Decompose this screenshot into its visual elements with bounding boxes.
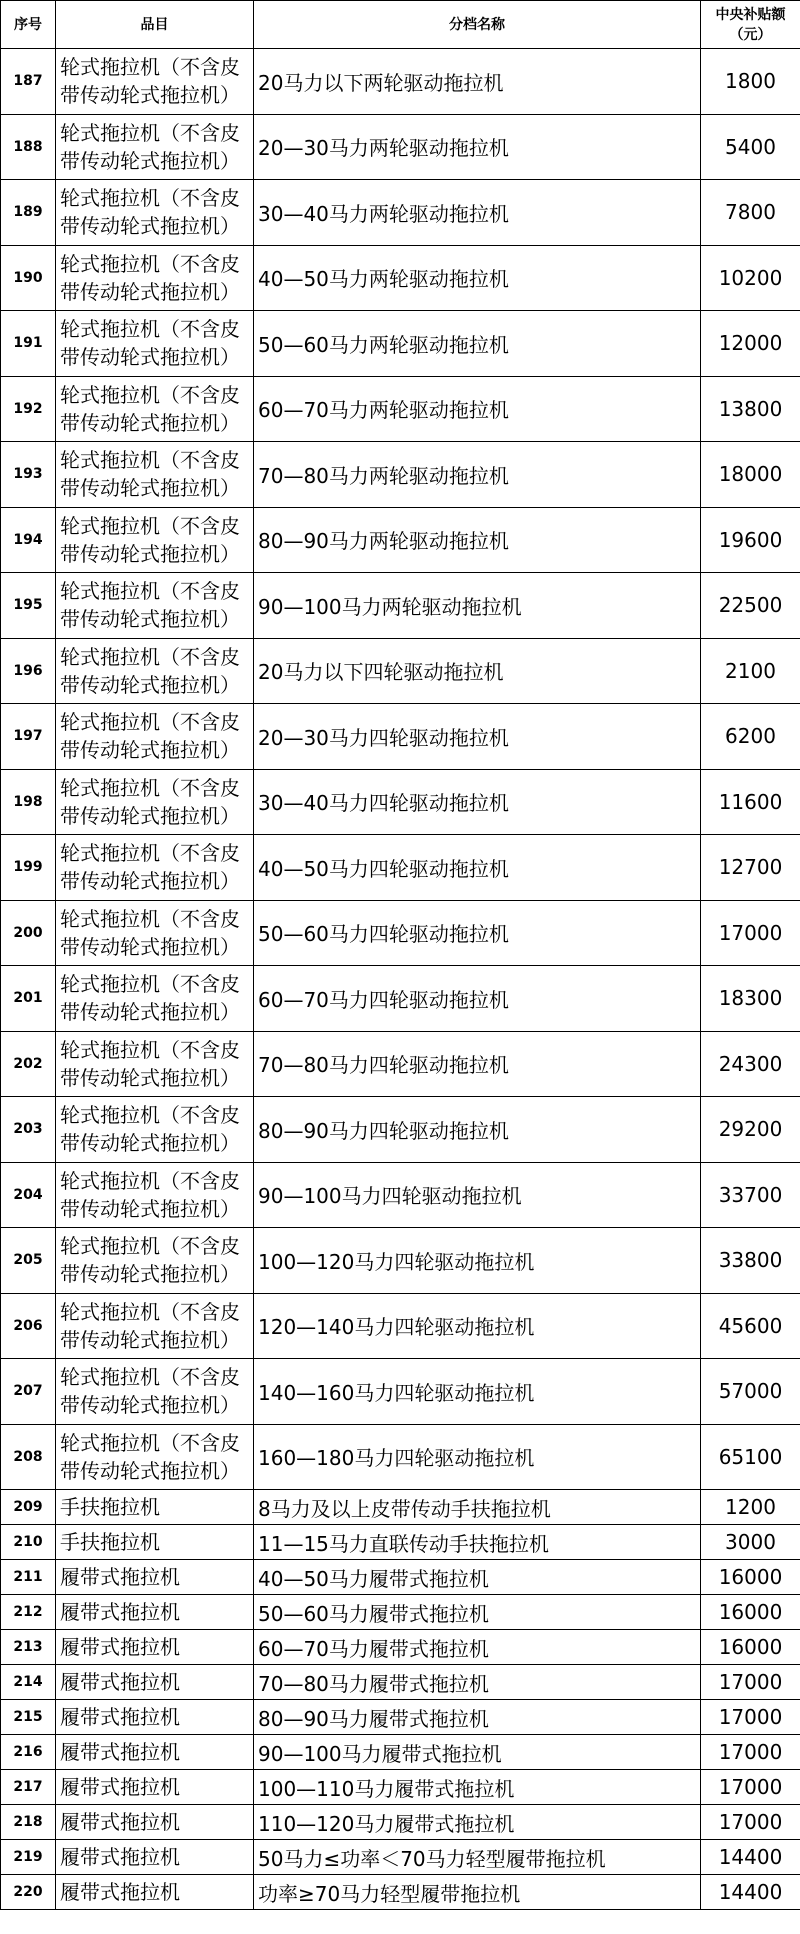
- row-amount: 17000: [701, 1770, 800, 1805]
- row-tier: 70—80马力两轮驱动拖拉机: [254, 442, 701, 508]
- row-amount: 17000: [701, 900, 800, 966]
- row-item: 轮式拖拉机（不含皮带传动轮式拖拉机）: [56, 376, 254, 442]
- row-tier: 70—80马力履带式拖拉机: [254, 1665, 701, 1700]
- row-tier: 30—40马力两轮驱动拖拉机: [254, 180, 701, 246]
- row-tier: 80—90马力履带式拖拉机: [254, 1700, 701, 1735]
- row-number: 189: [1, 180, 56, 246]
- row-number: 213: [1, 1630, 56, 1665]
- table-row: [1, 114, 800, 180]
- row-tier: 110—120马力履带式拖拉机: [254, 1805, 701, 1840]
- row-tier: 20—30马力两轮驱动拖拉机: [254, 114, 701, 180]
- row-amount: 17000: [701, 1805, 800, 1840]
- table-row: [1, 1840, 800, 1875]
- row-tier: 50—60马力两轮驱动拖拉机: [254, 311, 701, 377]
- row-amount: 33800: [701, 1228, 800, 1294]
- row-item: 履带式拖拉机: [56, 1700, 254, 1735]
- row-item: 轮式拖拉机（不含皮带传动轮式拖拉机）: [56, 1228, 254, 1294]
- row-number: 210: [1, 1525, 56, 1560]
- table-row: [1, 573, 800, 639]
- row-amount: 6200: [701, 704, 800, 770]
- row-number: 188: [1, 114, 56, 180]
- row-number: 214: [1, 1665, 56, 1700]
- row-number: 204: [1, 1162, 56, 1228]
- row-amount: 19600: [701, 507, 800, 573]
- row-number: 207: [1, 1359, 56, 1425]
- row-number: 217: [1, 1770, 56, 1805]
- row-amount: 14400: [701, 1875, 800, 1910]
- row-tier: 70—80马力四轮驱动拖拉机: [254, 1031, 701, 1097]
- row-tier: 20—30马力四轮驱动拖拉机: [254, 704, 701, 770]
- table-row: [1, 49, 800, 115]
- row-tier: 20马力以下四轮驱动拖拉机: [254, 638, 701, 704]
- table-row: [1, 1630, 800, 1665]
- table-row: [1, 966, 800, 1032]
- row-tier: 功率≥70马力轻型履带拖拉机: [254, 1875, 701, 1910]
- row-number: 195: [1, 573, 56, 639]
- row-amount: 5400: [701, 114, 800, 180]
- row-tier: 90—100马力履带式拖拉机: [254, 1735, 701, 1770]
- row-item: 履带式拖拉机: [56, 1840, 254, 1875]
- row-amount: 12700: [701, 835, 800, 901]
- table-row: [1, 1560, 800, 1595]
- table-row: [1, 1228, 800, 1294]
- row-amount: 18300: [701, 966, 800, 1032]
- row-item: 履带式拖拉机: [56, 1735, 254, 1770]
- row-number: 203: [1, 1097, 56, 1163]
- row-item: 轮式拖拉机（不含皮带传动轮式拖拉机）: [56, 1162, 254, 1228]
- table-row: [1, 1490, 800, 1525]
- row-number: 197: [1, 704, 56, 770]
- row-amount: 14400: [701, 1840, 800, 1875]
- row-tier: 90—100马力两轮驱动拖拉机: [254, 573, 701, 639]
- table-row: [1, 1770, 800, 1805]
- row-item: 轮式拖拉机（不含皮带传动轮式拖拉机）: [56, 245, 254, 311]
- row-tier: 50—60马力四轮驱动拖拉机: [254, 900, 701, 966]
- row-number: 192: [1, 376, 56, 442]
- table-row: [1, 1424, 800, 1490]
- row-tier: 30—40马力四轮驱动拖拉机: [254, 769, 701, 835]
- table-row: [1, 638, 800, 704]
- table-body: [1, 49, 800, 1910]
- row-number: 211: [1, 1560, 56, 1595]
- row-item: 履带式拖拉机: [56, 1875, 254, 1910]
- row-amount: 2100: [701, 638, 800, 704]
- table-row: [1, 507, 800, 573]
- table-row: [1, 311, 800, 377]
- table-header: [1, 1, 800, 49]
- row-tier: 60—70马力两轮驱动拖拉机: [254, 376, 701, 442]
- table-row: [1, 1700, 800, 1735]
- row-item: 轮式拖拉机（不含皮带传动轮式拖拉机）: [56, 769, 254, 835]
- row-tier: 120—140马力四轮驱动拖拉机: [254, 1293, 701, 1359]
- row-item: 轮式拖拉机（不含皮带传动轮式拖拉机）: [56, 114, 254, 180]
- row-number: 215: [1, 1700, 56, 1735]
- table-row: [1, 1805, 800, 1840]
- row-item: 轮式拖拉机（不含皮带传动轮式拖拉机）: [56, 835, 254, 901]
- table-row: [1, 1097, 800, 1163]
- header-amount-line1: 中央补贴额: [715, 6, 786, 23]
- row-amount: 16000: [701, 1560, 800, 1595]
- row-item: 手扶拖拉机: [56, 1525, 254, 1560]
- row-item: 轮式拖拉机（不含皮带传动轮式拖拉机）: [56, 900, 254, 966]
- table-row: [1, 442, 800, 508]
- table-row: [1, 1875, 800, 1910]
- row-number: 198: [1, 769, 56, 835]
- row-amount: 7800: [701, 180, 800, 246]
- row-tier: 160—180马力四轮驱动拖拉机: [254, 1424, 701, 1490]
- row-tier: 80—90马力四轮驱动拖拉机: [254, 1097, 701, 1163]
- row-amount: 18000: [701, 442, 800, 508]
- row-number: 196: [1, 638, 56, 704]
- row-item: 履带式拖拉机: [56, 1805, 254, 1840]
- row-amount: 33700: [701, 1162, 800, 1228]
- row-tier: 40—50马力四轮驱动拖拉机: [254, 835, 701, 901]
- row-item: 轮式拖拉机（不含皮带传动轮式拖拉机）: [56, 1293, 254, 1359]
- row-number: 193: [1, 442, 56, 508]
- row-amount: 17000: [701, 1665, 800, 1700]
- row-item: 轮式拖拉机（不含皮带传动轮式拖拉机）: [56, 180, 254, 246]
- row-amount: 11600: [701, 769, 800, 835]
- row-item: 轮式拖拉机（不含皮带传动轮式拖拉机）: [56, 573, 254, 639]
- row-item: 轮式拖拉机（不含皮带传动轮式拖拉机）: [56, 1424, 254, 1490]
- row-amount: 3000: [701, 1525, 800, 1560]
- table-row: [1, 376, 800, 442]
- row-item: 履带式拖拉机: [56, 1770, 254, 1805]
- row-item: 履带式拖拉机: [56, 1665, 254, 1700]
- row-item: 轮式拖拉机（不含皮带传动轮式拖拉机）: [56, 1359, 254, 1425]
- row-item: 轮式拖拉机（不含皮带传动轮式拖拉机）: [56, 311, 254, 377]
- row-number: 206: [1, 1293, 56, 1359]
- row-item: 轮式拖拉机（不含皮带传动轮式拖拉机）: [56, 507, 254, 573]
- header-amount: [701, 1, 800, 49]
- row-number: 205: [1, 1228, 56, 1294]
- row-amount: 65100: [701, 1424, 800, 1490]
- row-number: 201: [1, 966, 56, 1032]
- row-amount: 16000: [701, 1630, 800, 1665]
- row-tier: 90—100马力四轮驱动拖拉机: [254, 1162, 701, 1228]
- row-number: 200: [1, 900, 56, 966]
- row-amount: 13800: [701, 376, 800, 442]
- header-no: 序号: [1, 1, 56, 49]
- row-number: 220: [1, 1875, 56, 1910]
- row-tier: 20马力以下两轮驱动拖拉机: [254, 49, 701, 115]
- row-number: 218: [1, 1805, 56, 1840]
- table-row: [1, 900, 800, 966]
- row-number: 187: [1, 49, 56, 115]
- table-row: [1, 1031, 800, 1097]
- row-tier: 100—120马力四轮驱动拖拉机: [254, 1228, 701, 1294]
- row-number: 212: [1, 1595, 56, 1630]
- row-number: 191: [1, 311, 56, 377]
- table-row: [1, 1162, 800, 1228]
- table-row: [1, 835, 800, 901]
- row-number: 190: [1, 245, 56, 311]
- row-tier: 60—70马力履带式拖拉机: [254, 1630, 701, 1665]
- table-row: [1, 1525, 800, 1560]
- row-item: 履带式拖拉机: [56, 1630, 254, 1665]
- row-tier: 11—15马力直联传动手扶拖拉机: [254, 1525, 701, 1560]
- row-amount: 16000: [701, 1595, 800, 1630]
- table-row: [1, 1735, 800, 1770]
- table-row: [1, 1293, 800, 1359]
- table-row: [1, 1595, 800, 1630]
- table-row: [1, 769, 800, 835]
- row-item: 轮式拖拉机（不含皮带传动轮式拖拉机）: [56, 442, 254, 508]
- row-item: 轮式拖拉机（不含皮带传动轮式拖拉机）: [56, 1097, 254, 1163]
- table-row: [1, 180, 800, 246]
- row-tier: 50—60马力履带式拖拉机: [254, 1595, 701, 1630]
- row-number: 194: [1, 507, 56, 573]
- row-tier: 40—50马力履带式拖拉机: [254, 1560, 701, 1595]
- row-amount: 24300: [701, 1031, 800, 1097]
- row-tier: 8马力及以上皮带传动手扶拖拉机: [254, 1490, 701, 1525]
- row-number: 216: [1, 1735, 56, 1770]
- row-tier: 140—160马力四轮驱动拖拉机: [254, 1359, 701, 1425]
- row-tier: 100—110马力履带式拖拉机: [254, 1770, 701, 1805]
- row-amount: 22500: [701, 573, 800, 639]
- row-amount: 57000: [701, 1359, 800, 1425]
- row-number: 209: [1, 1490, 56, 1525]
- row-number: 199: [1, 835, 56, 901]
- table-row: [1, 1359, 800, 1425]
- row-amount: 29200: [701, 1097, 800, 1163]
- table-row: [1, 704, 800, 770]
- row-amount: 10200: [701, 245, 800, 311]
- row-amount: 12000: [701, 311, 800, 377]
- row-amount: 1200: [701, 1490, 800, 1525]
- header-tier: 分档名称: [254, 1, 701, 49]
- row-item: 轮式拖拉机（不含皮带传动轮式拖拉机）: [56, 49, 254, 115]
- row-number: 208: [1, 1424, 56, 1490]
- table-row: [1, 245, 800, 311]
- row-item: 轮式拖拉机（不含皮带传动轮式拖拉机）: [56, 966, 254, 1032]
- row-amount: 45600: [701, 1293, 800, 1359]
- header-amount-line2: （元）: [729, 26, 772, 43]
- row-amount: 17000: [701, 1735, 800, 1770]
- row-amount: 17000: [701, 1700, 800, 1735]
- row-item: 手扶拖拉机: [56, 1490, 254, 1525]
- row-tier: 50马力≤功率＜70马力轻型履带拖拉机: [254, 1840, 701, 1875]
- row-tier: 80—90马力两轮驱动拖拉机: [254, 507, 701, 573]
- row-item: 轮式拖拉机（不含皮带传动轮式拖拉机）: [56, 638, 254, 704]
- row-item: 履带式拖拉机: [56, 1595, 254, 1630]
- row-tier: 40—50马力两轮驱动拖拉机: [254, 245, 701, 311]
- table-row: [1, 1665, 800, 1700]
- header-item: 品目: [56, 1, 254, 49]
- row-item: 轮式拖拉机（不含皮带传动轮式拖拉机）: [56, 1031, 254, 1097]
- row-tier: 60—70马力四轮驱动拖拉机: [254, 966, 701, 1032]
- row-item: 履带式拖拉机: [56, 1560, 254, 1595]
- row-number: 202: [1, 1031, 56, 1097]
- row-amount: 1800: [701, 49, 800, 115]
- row-number: 219: [1, 1840, 56, 1875]
- row-item: 轮式拖拉机（不含皮带传动轮式拖拉机）: [56, 704, 254, 770]
